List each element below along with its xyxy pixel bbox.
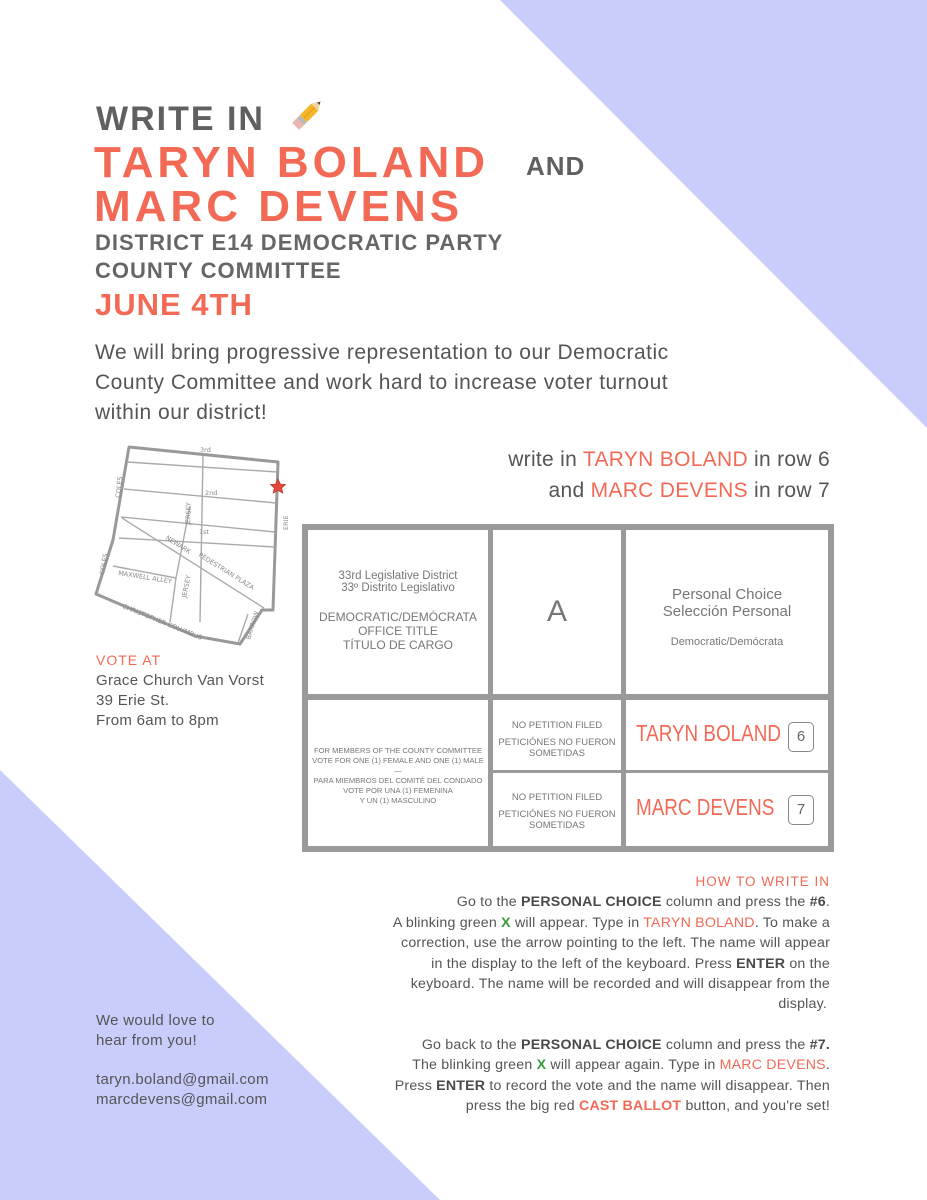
map-street-label: 3rd bbox=[200, 446, 211, 454]
ballot-row-7 bbox=[626, 773, 828, 846]
district-line1: DISTRICT E14 DEMOCRATIC PARTY bbox=[95, 230, 504, 255]
howto-line: press the big red CAST BALLOT button, and you're set! bbox=[465, 1098, 830, 1115]
map-street-label: MAXWELL ALLEY bbox=[117, 569, 173, 586]
green-x-mark: X bbox=[501, 914, 511, 931]
polling-place: Grace Church Van Vorst bbox=[96, 672, 265, 689]
personal-choice-header: Personal Choice Selección Personal Democratic/Demócrata bbox=[626, 530, 828, 694]
howto-line: correction, use the arrow pointing to the left. The name will appear bbox=[401, 935, 830, 952]
row-instruction-name: TARYN BOLAND bbox=[582, 448, 748, 471]
vote-at-label: VOTE AT bbox=[96, 652, 162, 668]
contact-line: We would love to bbox=[96, 1012, 215, 1029]
row-instruction-name: MARC DEVENS bbox=[590, 479, 748, 502]
map-street-label: 2nd bbox=[205, 489, 218, 497]
email-marc[interactable]: marcdevens@gmail.com bbox=[96, 1091, 268, 1108]
map-street-label: COLES bbox=[98, 552, 110, 576]
map-street-label: NEWARK bbox=[163, 533, 193, 556]
district-map bbox=[92, 440, 292, 650]
contact-line: hear from you! bbox=[96, 1032, 197, 1049]
how-to-heading: HOW TO WRITE IN bbox=[695, 874, 830, 889]
election-date: JUNE 4TH bbox=[95, 287, 253, 322]
email-taryn[interactable]: taryn.boland@gmail.com bbox=[96, 1071, 269, 1088]
map-street-label: BARROW bbox=[244, 610, 262, 641]
candidate2-name: MARC DEVENS bbox=[94, 182, 464, 231]
no-petition-cell: NO PETITION FILED PETICIÓNES NO FUERON SOMETIDAS bbox=[493, 773, 621, 846]
no-petition-cell: NO PETITION FILED PETICIÓNES NO FUERON SOMETIDAS bbox=[493, 700, 621, 770]
howto-line: A blinking green X will appear. Type in TARYN BOLAND. To make a bbox=[392, 914, 830, 931]
howto-line: Go to the PERSONAL CHOICE column and press the #6. bbox=[456, 894, 830, 911]
map-street-label: PEDESTRIAN PLAZA bbox=[196, 550, 256, 592]
and-word: AND bbox=[526, 151, 586, 181]
howto-line: Go back to the PERSONAL CHOICE column and press the #7. bbox=[421, 1036, 830, 1053]
map-street-label: 1st bbox=[199, 528, 210, 536]
pencil-icon bbox=[286, 94, 328, 136]
write-in-heading: WRITE IN bbox=[96, 100, 265, 138]
office-cell: 33rd Legislative District 33º Distrito Legislativo DEMOCRATIC/DEMÓCRATA OFFICE TITLE TÍTULO DE CARGO bbox=[308, 530, 488, 694]
row-7-number: 7 bbox=[788, 795, 814, 825]
howto-line: The blinking green X will appear again. Type in MARC DEVENS. bbox=[412, 1057, 830, 1074]
green-x-mark: X bbox=[536, 1057, 547, 1074]
intro-paragraph bbox=[95, 338, 815, 428]
candidate1-name: TARYN BOLAND bbox=[94, 138, 490, 187]
intro-line: We will bring progressive representation to our Democratic bbox=[95, 341, 669, 364]
intro-line: County Committee and work hard to increase voter turnout bbox=[95, 371, 669, 394]
district-line2: COUNTY COMMITTEE bbox=[95, 258, 342, 283]
ballot-row-6 bbox=[626, 700, 828, 770]
county-committee-instructions: FOR MEMBERS OF THE COUNTY COMMITTEE VOTE FOR ONE (1) FEMALE AND ONE (1) MALE — PARA MIEMBROS DEL COMITÉ DEL CONDADO VOTE POR UNA (1) FEMENINA Y UN (1) MASCULINO bbox=[308, 700, 488, 846]
howto-line: Press ENTER to record the vote and the name will disappear. Then bbox=[394, 1077, 830, 1094]
map-street-label: ERIE bbox=[282, 515, 290, 530]
map-street-label: JERSEY bbox=[184, 502, 193, 526]
map-street-label: COLES bbox=[114, 475, 125, 499]
row-instruction-2: and MARC DEVENS in row 7 bbox=[548, 479, 830, 502]
row-6-write-in-name: TARYN BOLAND bbox=[636, 720, 781, 746]
row-7-write-in-name: MARC DEVENS bbox=[636, 794, 775, 820]
intro-line: within our district! bbox=[95, 401, 268, 424]
polling-address: 39 Erie St. bbox=[96, 692, 170, 709]
column-letter: A bbox=[493, 530, 621, 694]
row-6-number: 6 bbox=[788, 722, 814, 752]
map-street-label: JERSEY bbox=[180, 574, 193, 599]
sample-ballot bbox=[302, 524, 834, 852]
howto-line: in the display to the left of the keyboard. Press ENTER on the bbox=[431, 955, 830, 972]
row-instruction-1: write in TARYN BOLAND in row 6 bbox=[508, 448, 830, 471]
how-to-write-in bbox=[300, 872, 830, 1116]
howto-line: display. bbox=[778, 996, 827, 1013]
map-street-label: CHRISTOPHER COLUMBUS bbox=[121, 602, 204, 642]
polling-hours: From 6am to 8pm bbox=[96, 712, 219, 729]
howto-line: keyboard. The name will be recorded and will disappear from the bbox=[410, 976, 830, 993]
